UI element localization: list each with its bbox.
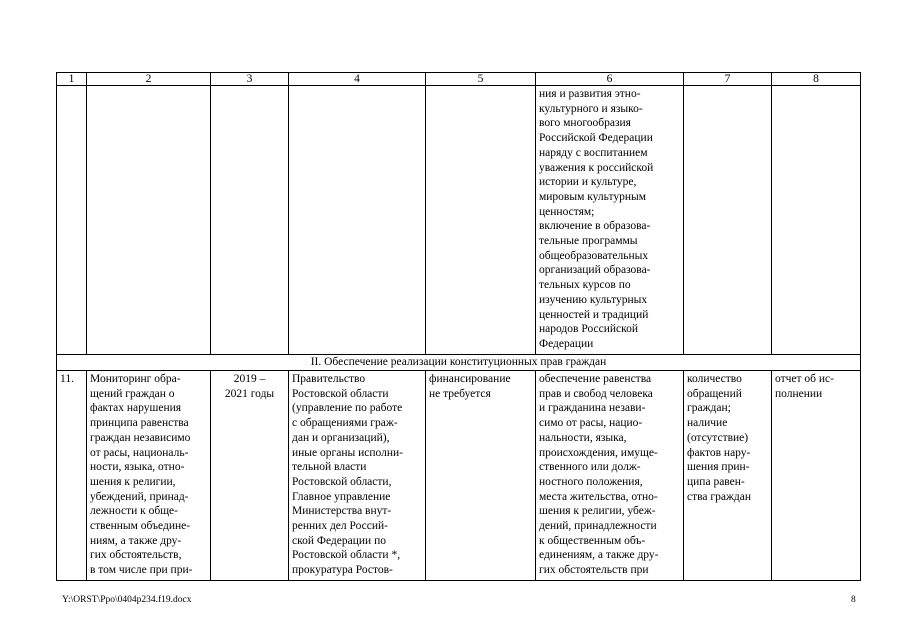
row-number-cell: 11.: [57, 371, 87, 581]
table-cell: [289, 86, 426, 355]
column-number: 1: [57, 73, 87, 86]
table-cell: [426, 86, 536, 355]
table-cell: [57, 86, 87, 355]
program-table: [56, 72, 861, 581]
page-number: 8: [851, 595, 856, 605]
reporting-form-cell: отчет об ис- полнении: [772, 371, 861, 581]
table-cell: [211, 86, 289, 355]
column-number: 7: [684, 73, 772, 86]
column-number: 2: [87, 73, 211, 86]
column-number: 3: [211, 73, 289, 86]
section-heading-row: [57, 355, 861, 371]
table-cell: [684, 86, 772, 355]
footer-file-path: Y:\ORST\Ppo\0404p234.f19.docx: [62, 595, 192, 605]
measure-name-cell: Мониторинг обра- щений граждан о фактах нарушения принципа равенства граждан независимо от расы, националь- ности, языка, отно- шения к религии, убеждений, принад- лежности к обще- ственным объедине- ниям, а также дру- гих обстоятельств, в том числе при при-: [87, 371, 211, 581]
table-cell: [87, 86, 211, 355]
column-number-row: [57, 73, 861, 86]
table-row-continuation: [57, 86, 861, 355]
table-cell: [772, 86, 861, 355]
executors-cell: Правительство Ростовской области (управление по работе с обращениями граж- дан и организаций), иные органы исполни- тельной власти Ростовской области, Главное управление Министерства внут- ренних дел Россий- ской Федерации по Ростовской области *, прокуратура Ростов-: [289, 371, 426, 581]
column-number: 4: [289, 73, 426, 86]
funding-cell: финансирование не требуется: [426, 371, 536, 581]
section-title: II. Обеспечение реализации конституционных прав граждан: [57, 355, 861, 371]
table-row: [57, 371, 861, 581]
indicators-cell: количество обращений граждан; наличие (отсутствие) фактов нару- шения прин- ципа равен- ства граждан: [684, 371, 772, 581]
column-number: 8: [772, 73, 861, 86]
column-number: 6: [536, 73, 684, 86]
column-number: 5: [426, 73, 536, 86]
expected-results-cell: ния и развития этно- культурного и языко- вого многообразия Российской Федерации наряду с воспитанием уважения к российской истории и культуре, мировым культурным ценностям; включение в образова- тельные программы общеобразовательных организаций образова- тельных курсов по изучению культурных ценностей и традиций народов Российской Федерации: [536, 86, 684, 355]
expected-results-cell: обеспечение равенства прав и свобод человека и гражданина незави- симо от расы, нацио- нальности, языка, происхождения, имуще- ственного или долж- ностного положения, места жительства, отно- шения к религии, убеж- дений, принадлежности к общественным объ- единениям, а также дру- гих обстоятельств при: [536, 371, 684, 581]
timeframe-cell: 2019 – 2021 годы: [211, 371, 289, 581]
